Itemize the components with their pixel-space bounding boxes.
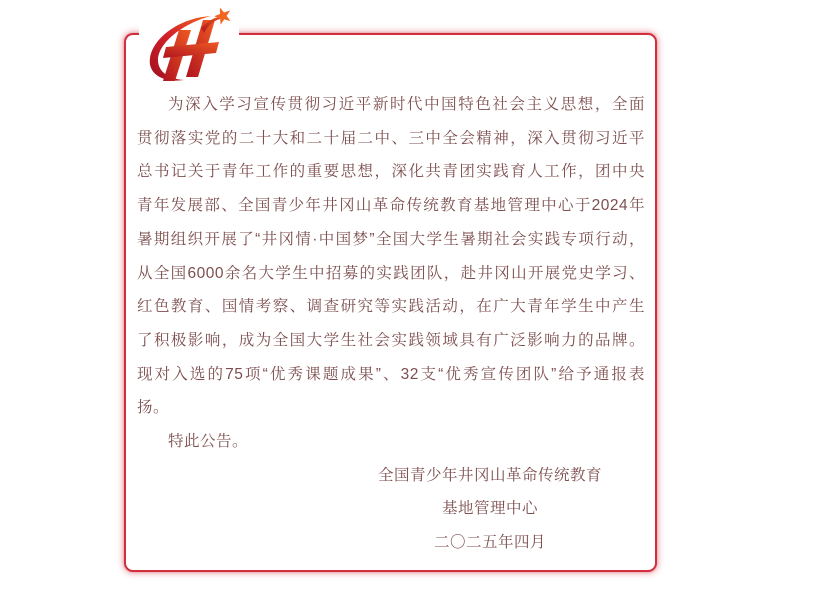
base-logo	[139, 4, 239, 86]
letter-crossbar	[163, 42, 219, 58]
paragraph-line: 青年发展部、全国青少年井冈山革命传统教育基地管理中心于2024年	[137, 197, 645, 215]
paragraph-line: 暑期组织开展了“井冈情·中国梦”全国大学生暑期社会实践专项行动，	[137, 230, 645, 248]
signature-block	[337, 459, 643, 560]
announcement-card	[124, 33, 657, 572]
base-logo-graphic	[139, 4, 239, 86]
paragraph-line: 从全国6000余名大学生中招募的实践团队，赴井冈山开展党史学习、	[137, 264, 645, 282]
signature-date: 二〇二五年四月	[433, 534, 546, 552]
paragraph-line: 为深入学习宣传贯彻习近平新时代中国特色社会主义思想，全面	[168, 96, 645, 113]
announcement-body	[126, 35, 655, 560]
paragraph-line: 现对入选的75项“优秀课题成果”、32支“优秀宣传团队”给予通报表	[137, 365, 645, 383]
star-icon	[214, 8, 231, 25]
signature-org-line2: 基地管理中心	[441, 500, 538, 518]
paragraph-line: 扬。	[137, 399, 170, 417]
paragraph-line: 总书记关于青年工作的重要思想，深化共青团实践育人工作，团中央	[137, 163, 645, 181]
paragraph-line: 贯彻落实党的二十大和二十届二中、三中全会精神，深入贯彻习近平	[137, 129, 645, 147]
paragraph-line: 了积极影响，成为全国大学生社会实践领域具有广泛影响力的品牌。	[137, 331, 645, 349]
signature-org-line1: 全国青少年井冈山革命传统教育	[377, 466, 602, 484]
paragraph-line: 红色教育、国情考察、调查研究等实践活动，在广大青年学生中产生	[137, 298, 645, 316]
closing-line: 特此公告。	[168, 433, 249, 451]
